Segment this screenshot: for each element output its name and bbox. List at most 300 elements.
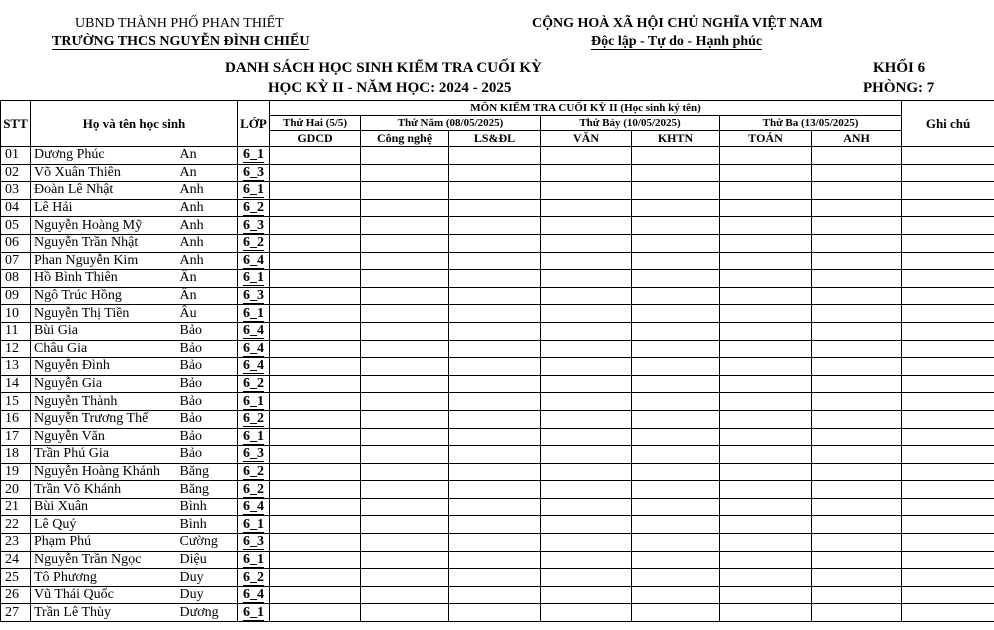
student-class [238,147,270,165]
table-row [1,375,994,393]
student-class [238,199,270,217]
note-cell [902,516,994,534]
signature-cell-lsdl [449,604,541,622]
signature-cell-gdcd [270,322,361,340]
signature-cell-anh [812,340,902,358]
note-cell [902,305,994,323]
signature-cell-gdcd [270,604,361,622]
student-class-text: 6_4 [243,340,265,356]
signature-cell-cong-nghe [361,516,449,534]
student-given-name: Duy [176,569,238,587]
student-stt: 03 [1,182,31,200]
student-class [238,358,270,376]
signature-cell-van [541,270,632,288]
note-cell [902,234,994,252]
signature-cell-cong-nghe [361,586,449,604]
signature-cell-gdcd [270,498,361,516]
student-given-name: Âu [176,305,238,323]
student-surname: Nguyễn Hoàng Khánh [31,463,176,481]
student-given-name: Băng [176,481,238,499]
signature-cell-lsdl [449,446,541,464]
signature-cell-khtn [632,234,720,252]
signature-cell-toan [720,340,812,358]
student-given-name: Bảo [176,446,238,464]
student-given-name: Băng [176,463,238,481]
signature-cell-khtn [632,270,720,288]
student-given-name: Anh [176,182,238,200]
signature-cell-gdcd [270,410,361,428]
signature-cell-khtn [632,498,720,516]
student-surname: Nguyễn Trần Nhật [31,234,176,252]
signature-cell-anh [812,569,902,587]
student-class [238,287,270,305]
signature-cell-lsdl [449,340,541,358]
student-surname: Phan Nguyễn Kim [31,252,176,270]
signature-cell-toan [720,375,812,393]
table-row [1,516,994,534]
signature-cell-lsdl [449,569,541,587]
student-stt: 22 [1,516,31,534]
signature-cell-cong-nghe [361,287,449,305]
header-subject-gdcd: GDCD [270,131,361,147]
student-given-name: Duy [176,586,238,604]
signature-cell-khtn [632,340,720,358]
signature-cell-gdcd [270,199,361,217]
note-cell [902,428,994,446]
student-given-name: Bảo [176,358,238,376]
table-row [1,322,994,340]
note-cell [902,551,994,569]
signature-cell-khtn [632,463,720,481]
student-class-text: 6_4 [243,587,265,603]
student-class [238,322,270,340]
student-stt: 21 [1,498,31,516]
signature-cell-lsdl [449,393,541,411]
table-row [1,358,994,376]
header-note: Ghi chú [902,101,994,147]
student-class-text: 6_1 [243,604,265,620]
signature-cell-cong-nghe [361,305,449,323]
student-class-text: 6_1 [243,147,265,163]
student-surname: Bùi Xuân [31,498,176,516]
signature-cell-khtn [632,287,720,305]
student-class [238,586,270,604]
header-student-name: Họ và tên học sinh [31,101,238,147]
student-class-text: 6_3 [243,217,265,233]
student-surname: Đoàn Lê Nhật [31,182,176,200]
signature-cell-van [541,551,632,569]
signature-cell-van [541,164,632,182]
student-class-text: 6_4 [243,252,265,268]
signature-cell-toan [720,322,812,340]
signature-cell-gdcd [270,516,361,534]
signature-cell-lsdl [449,252,541,270]
signature-cell-cong-nghe [361,270,449,288]
student-class [238,234,270,252]
signature-cell-van [541,340,632,358]
student-stt: 14 [1,375,31,393]
student-stt: 15 [1,393,31,411]
student-stt: 10 [1,305,31,323]
student-surname: Châu Gia [31,340,176,358]
signature-cell-khtn [632,147,720,165]
signature-cell-anh [812,147,902,165]
header-subject-van: VĂN [541,131,632,147]
signature-cell-anh [812,410,902,428]
student-class-text: 6_4 [243,358,265,374]
table-row [1,234,994,252]
signature-cell-khtn [632,569,720,587]
signature-cell-toan [720,410,812,428]
signature-cell-van [541,182,632,200]
student-surname: Tô Phương [31,569,176,587]
note-cell [902,322,994,340]
signature-cell-toan [720,164,812,182]
signature-cell-lsdl [449,375,541,393]
table-row [1,182,994,200]
student-given-name: Anh [176,217,238,235]
table-row [1,534,994,552]
signature-cell-anh [812,234,902,252]
signature-cell-van [541,446,632,464]
header-subjects-group: MÔN KIỂM TRA CUỐI KỲ II (Học sinh ký tên) [270,101,902,116]
student-given-name: Bảo [176,375,238,393]
student-stt: 16 [1,410,31,428]
student-stt: 18 [1,446,31,464]
table-row [1,569,994,587]
student-given-name: Bảo [176,393,238,411]
student-list-table [0,100,994,622]
signature-cell-lsdl [449,428,541,446]
student-surname: Hồ Bình Thiên [31,270,176,288]
student-class-text: 6_2 [243,463,265,479]
signature-cell-anh [812,498,902,516]
student-class [238,463,270,481]
signature-cell-gdcd [270,270,361,288]
doc-subtitle: HỌC KỲ II - NĂM HỌC: 2024 - 2025 [268,80,512,96]
student-given-name: An [176,147,238,165]
student-given-name: Ân [176,270,238,288]
school-authority: UBND THÀNH PHỐ PHAN THIẾT [75,16,284,31]
signature-cell-cong-nghe [361,481,449,499]
note-cell [902,199,994,217]
student-class [238,375,270,393]
signature-cell-lsdl [449,516,541,534]
signature-cell-anh [812,428,902,446]
signature-cell-gdcd [270,182,361,200]
note-cell [902,481,994,499]
signature-cell-khtn [632,305,720,323]
national-motto-text: Độc lập - Tự do - Hạnh phúc [591,34,763,49]
signature-cell-lsdl [449,586,541,604]
student-stt: 04 [1,199,31,217]
student-surname: Nguyễn Đình [31,358,176,376]
student-class-text: 6_1 [243,182,265,198]
signature-cell-khtn [632,393,720,411]
note-cell [902,586,994,604]
signature-cell-anh [812,252,902,270]
school-name-text: TRƯỜNG THCS NGUYỄN ĐÌNH CHIỂU [52,34,310,49]
student-given-name: Bình [176,516,238,534]
header-day-thursday: Thứ Năm (08/05/2025) [361,116,541,131]
student-surname: Lê Quý [31,516,176,534]
signature-cell-gdcd [270,393,361,411]
student-class-text: 6_3 [243,446,265,462]
student-class-text: 6_2 [243,569,265,585]
signature-cell-toan [720,393,812,411]
table-row [1,586,994,604]
national-motto [591,34,762,50]
student-stt: 09 [1,287,31,305]
signature-cell-lsdl [449,305,541,323]
signature-cell-cong-nghe [361,217,449,235]
signature-cell-khtn [632,446,720,464]
header-day-saturday: Thứ Bảy (10/05/2025) [541,116,720,131]
student-class-text: 6_3 [243,534,265,550]
signature-cell-toan [720,534,812,552]
signature-cell-van [541,534,632,552]
table-row [1,498,994,516]
student-surname: Ngô Trúc Hồng [31,287,176,305]
signature-cell-gdcd [270,217,361,235]
signature-cell-khtn [632,252,720,270]
signature-cell-toan [720,358,812,376]
student-class-text: 6_1 [243,428,265,444]
student-given-name: Dương [176,604,238,622]
signature-cell-lsdl [449,270,541,288]
signature-cell-toan [720,586,812,604]
header-day-monday: Thứ Hai (5/5) [270,116,361,131]
signature-cell-anh [812,446,902,464]
signature-cell-lsdl [449,147,541,165]
signature-cell-lsdl [449,164,541,182]
student-class [238,340,270,358]
signature-cell-toan [720,270,812,288]
signature-cell-toan [720,446,812,464]
signature-cell-lsdl [449,322,541,340]
student-class [238,410,270,428]
student-class-text: 6_2 [243,376,265,392]
signature-cell-lsdl [449,234,541,252]
student-stt: 01 [1,147,31,165]
table-row [1,252,994,270]
signature-cell-cong-nghe [361,322,449,340]
signature-cell-anh [812,604,902,622]
note-cell [902,604,994,622]
signature-cell-gdcd [270,463,361,481]
student-class [238,534,270,552]
signature-cell-lsdl [449,463,541,481]
signature-cell-van [541,358,632,376]
signature-cell-van [541,322,632,340]
table-row [1,199,994,217]
table-row [1,393,994,411]
signature-cell-anh [812,586,902,604]
signature-cell-cong-nghe [361,182,449,200]
signature-cell-cong-nghe [361,410,449,428]
signature-cell-khtn [632,375,720,393]
student-given-name: Anh [176,252,238,270]
signature-cell-anh [812,358,902,376]
note-cell [902,287,994,305]
signature-cell-anh [812,393,902,411]
signature-cell-gdcd [270,375,361,393]
signature-cell-anh [812,199,902,217]
note-cell [902,340,994,358]
grade-label: KHỐI 6 [873,60,926,76]
student-class-text: 6_2 [243,235,265,251]
table-row [1,305,994,323]
student-surname: Nguyễn Thị Tiền [31,305,176,323]
signature-cell-anh [812,551,902,569]
student-stt: 12 [1,340,31,358]
signature-cell-lsdl [449,534,541,552]
table-row [1,217,994,235]
student-surname: Lê Hải [31,199,176,217]
signature-cell-toan [720,463,812,481]
signature-cell-lsdl [449,481,541,499]
signature-cell-anh [812,375,902,393]
signature-cell-anh [812,322,902,340]
signature-cell-toan [720,252,812,270]
student-class [238,498,270,516]
header-subject-lsdl: LS&ĐL [449,131,541,147]
table-row [1,446,994,464]
student-given-name: Ân [176,287,238,305]
student-class [238,481,270,499]
signature-cell-khtn [632,358,720,376]
note-cell [902,252,994,270]
student-surname: Trần Võ Khánh [31,481,176,499]
signature-cell-toan [720,234,812,252]
student-stt: 08 [1,270,31,288]
signature-cell-khtn [632,586,720,604]
table-row [1,604,994,622]
signature-cell-anh [812,481,902,499]
note-cell [902,375,994,393]
student-surname: Trần Lê Thùy [31,604,176,622]
signature-cell-cong-nghe [361,534,449,552]
signature-cell-van [541,428,632,446]
student-class [238,446,270,464]
student-surname: Nguyễn Trần Ngọc [31,551,176,569]
note-cell [902,569,994,587]
signature-cell-toan [720,604,812,622]
header-subject-khtn: KHTN [632,131,720,147]
signature-cell-khtn [632,551,720,569]
note-cell [902,498,994,516]
student-class-text: 6_1 [243,305,265,321]
signature-cell-gdcd [270,252,361,270]
student-surname: Dương Phúc [31,147,176,165]
student-class [238,217,270,235]
signature-cell-khtn [632,481,720,499]
signature-cell-cong-nghe [361,375,449,393]
student-class [238,252,270,270]
signature-cell-van [541,287,632,305]
signature-cell-lsdl [449,410,541,428]
signature-cell-gdcd [270,358,361,376]
signature-cell-van [541,234,632,252]
student-class-text: 6_1 [243,551,265,567]
student-class [238,164,270,182]
signature-cell-anh [812,164,902,182]
signature-cell-anh [812,305,902,323]
signature-cell-cong-nghe [361,164,449,182]
signature-cell-khtn [632,199,720,217]
signature-cell-toan [720,428,812,446]
note-cell [902,147,994,165]
signature-cell-van [541,375,632,393]
signature-cell-lsdl [449,217,541,235]
student-stt: 26 [1,586,31,604]
table-row [1,164,994,182]
student-given-name: Bảo [176,410,238,428]
student-given-name: Cường [176,534,238,552]
table-row [1,340,994,358]
signature-cell-khtn [632,182,720,200]
signature-cell-khtn [632,604,720,622]
signature-cell-van [541,481,632,499]
table-row [1,287,994,305]
signature-cell-lsdl [449,182,541,200]
signature-cell-gdcd [270,287,361,305]
doc-title: DANH SÁCH HỌC SINH KIỂM TRA CUỐI KỲ [225,60,542,76]
table-row [1,147,994,165]
signature-cell-gdcd [270,551,361,569]
student-stt: 13 [1,358,31,376]
student-given-name: Bảo [176,322,238,340]
signature-cell-gdcd [270,234,361,252]
note-cell [902,217,994,235]
signature-cell-van [541,604,632,622]
signature-cell-van [541,147,632,165]
table-row [1,551,994,569]
student-surname: Phạm Phú [31,534,176,552]
signature-cell-van [541,569,632,587]
signature-cell-anh [812,270,902,288]
table-row [1,428,994,446]
table-row [1,270,994,288]
student-stt: 05 [1,217,31,235]
header-day-tuesday: Thứ Ba (13/05/2025) [720,116,902,131]
student-class [238,305,270,323]
signature-cell-van [541,252,632,270]
note-cell [902,446,994,464]
student-class [238,551,270,569]
signature-cell-cong-nghe [361,569,449,587]
student-class-text: 6_2 [243,481,265,497]
student-stt: 23 [1,534,31,552]
note-cell [902,393,994,411]
table-row [1,463,994,481]
student-class [238,428,270,446]
student-given-name: Bảo [176,340,238,358]
student-class-text: 6_1 [243,270,265,286]
signature-cell-lsdl [449,199,541,217]
note-cell [902,182,994,200]
student-given-name: Diệu [176,551,238,569]
signature-cell-van [541,305,632,323]
student-given-name: An [176,164,238,182]
signature-cell-gdcd [270,534,361,552]
signature-cell-van [541,463,632,481]
student-class-text: 6_4 [243,499,265,515]
student-stt: 24 [1,551,31,569]
signature-cell-anh [812,182,902,200]
signature-cell-anh [812,516,902,534]
signature-cell-cong-nghe [361,604,449,622]
